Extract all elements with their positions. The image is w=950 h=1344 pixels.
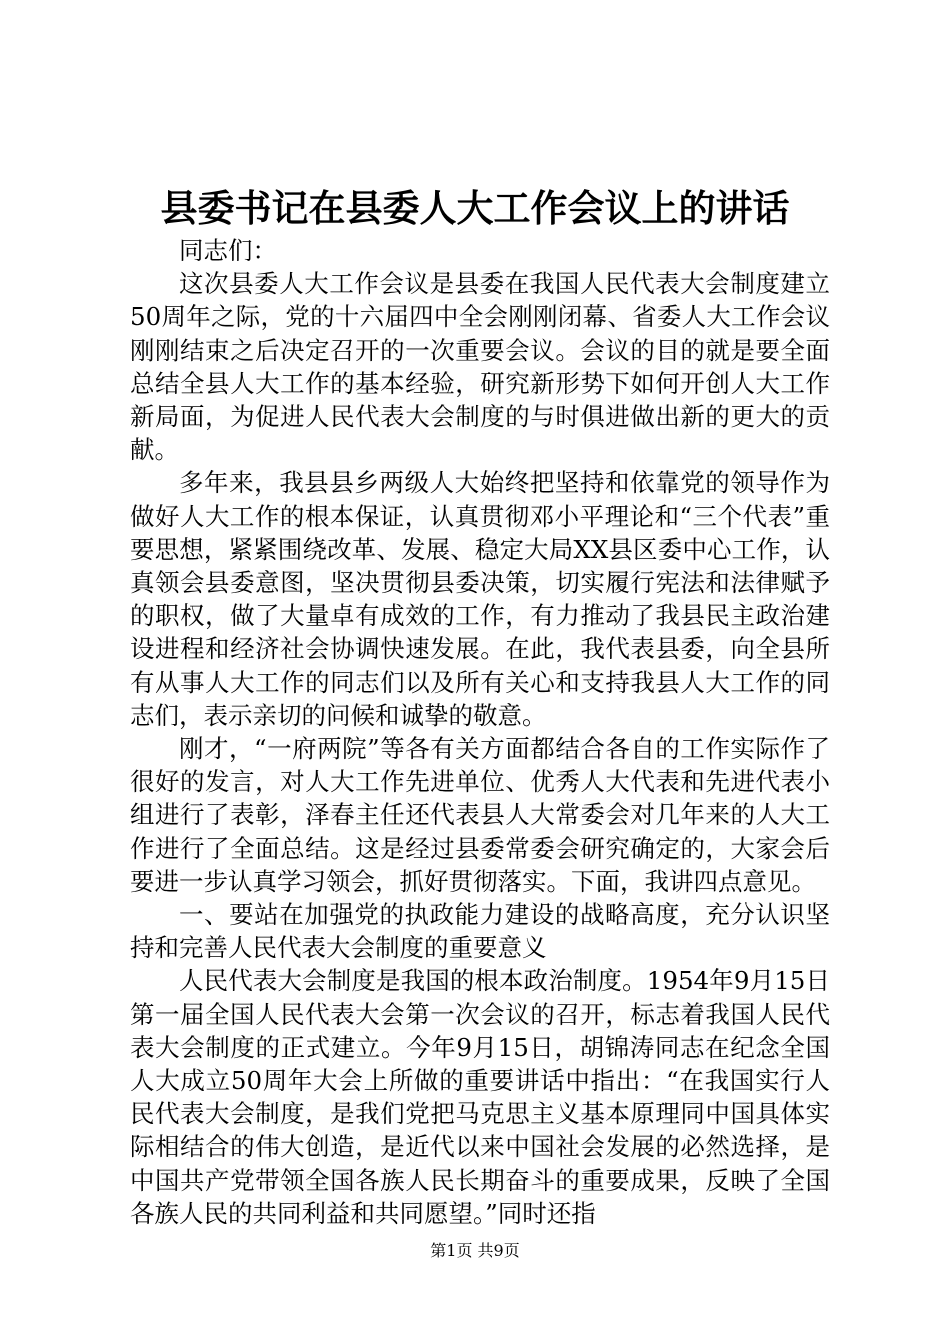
document-title: 县委书记在县委人大工作会议上的讲话 [160,186,790,230]
body-paragraph: 多年来，我县县乡两级人大始终把坚持和依靠党的领导作为做好人大工作的根本保证，认真贯彻邓小平理论和“三个代表”重要思想，紧紧围绕改革、发展、稳定大局XX县区委中心工作，认真领会县委意图，坚决贯彻县委决策，切实履行宪法和法律赋予的职权，做了大量卓有成效的工作，有力推动了我县民主政治建设进程和经济社会协调快速发展。在此，我代表县委，向全县所有从事人大工作的同志们以及所有关心和支持我县人大工作的同志们，表示亲切的问候和诚挚的敬意。 [130,468,830,730]
section-heading-paragraph: 一、要站在加强党的执政能力建设的战略高度，充分认识坚持和完善人民代表大会制度的重要意义 [130,900,830,963]
body-paragraph: 这次县委人大工作会议是县委在我国人民代表大会制度建立50周年之际，党的十六届四中全会刚刚闭幕、省委人大工作会议刚刚结束之后决定召开的一次重要会议。会议的目的就是要全面总结全县人大工作的基本经验，研究新形势下如何开创人大工作新局面，为促进人民代表大会制度的与时俱进做出新的更大的贡献。 [130,269,830,465]
document-body [130,234,830,1230]
salutation-paragraph: 同志们： [179,236,277,265]
body-paragraph: 刚才，“一府两院”等各有关方面都结合各自的工作实际作了很好的发言，对人大工作先进单位、优秀人大代表和先进代表小组进行了表彰，泽春主任还代表县人大常委会对几年来的人大工作进行了全面总结。这是经过县委常委会研究确定的，大家会后要进一步认真学习领会，抓好贯彻落实。下面，我讲四点意见。 [130,734,830,896]
body-paragraph: 人民代表大会制度是我国的根本政治制度。1954年9月15日第一届全国人民代表大会第一次会议的召开，标志着我国人民代表大会制度的正式建立。今年9月15日，胡锦涛同志在纪念全国人大成立50周年大会上所做的重要讲话中指出：“在我国实行人民代表大会制度，是我们党把马克思主义基本原理同中国具体实际相结合的伟大创造，是近代以来中国社会发展的必然选择，是中国共产党带领全国各族人民长期奋斗的重要成果，反映了全国各族人民的共同利益和共同愿望。”同时还指 [130,966,830,1228]
page-footer: 第1页 共9页 [430,1241,520,1260]
